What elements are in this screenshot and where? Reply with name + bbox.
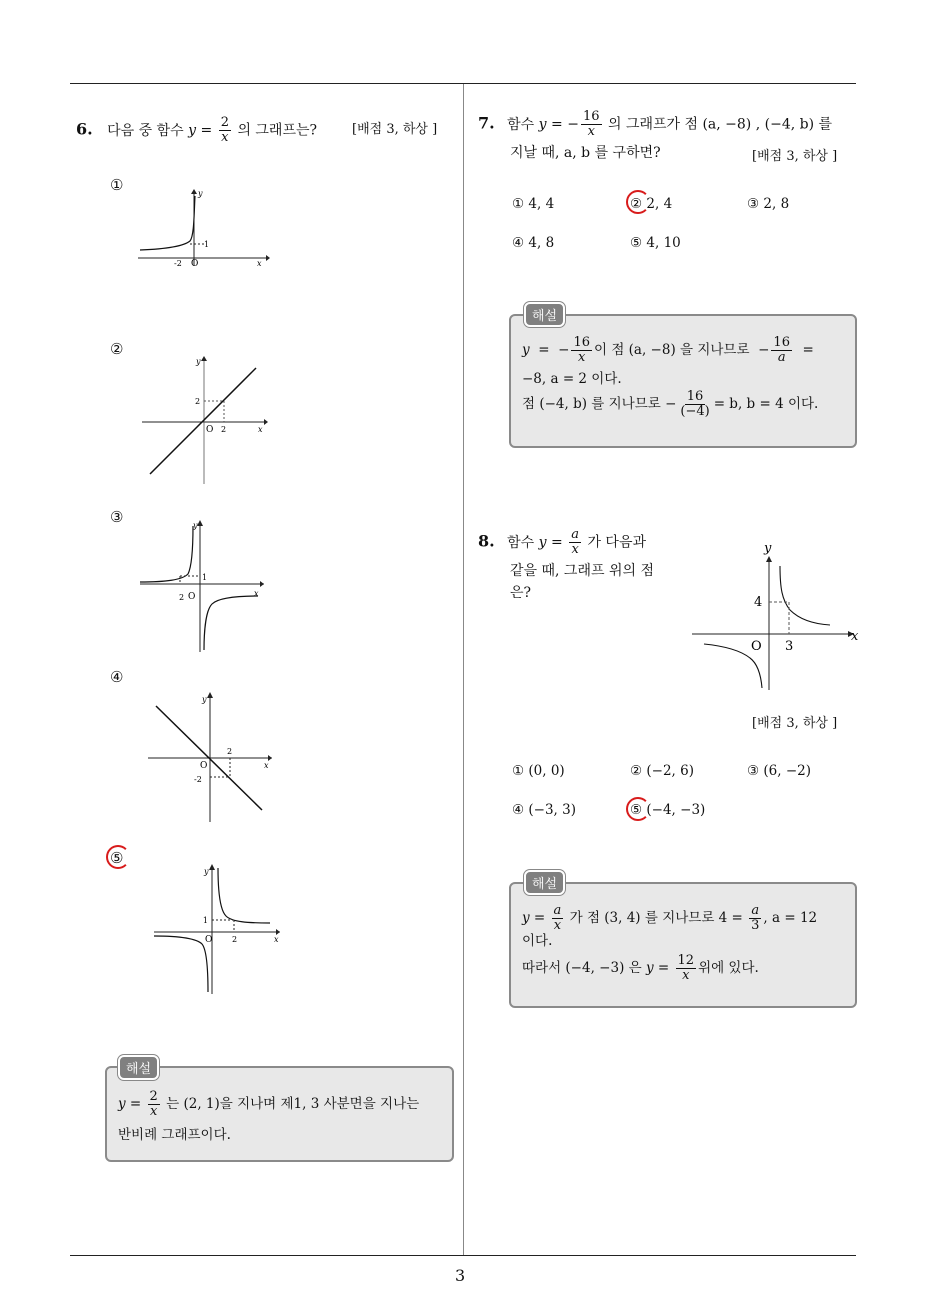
q6-explanation-tag: 해설: [118, 1055, 159, 1080]
svg-text:y: y: [193, 521, 198, 530]
g2-origin: O: [206, 425, 214, 435]
q6-option-4-label[interactable]: ④: [110, 668, 124, 686]
q6-question: 6. 다음 중 함수 y = $\frac{2}{x}$ 의 그래프는?: [76, 115, 318, 145]
q6-answer-mark: [106, 845, 130, 869]
g1-origin: O: [191, 259, 199, 269]
g3-origin: O: [188, 592, 196, 602]
q8-xlabel: x: [851, 629, 859, 644]
q8-explanation-box: [509, 882, 857, 1008]
q7-choice-3[interactable]: ③ 2, 8: [747, 196, 790, 212]
svg-text:y: y: [198, 189, 203, 198]
q8-text-post: 가 다음과: [587, 534, 646, 551]
svg-text:x: x: [264, 761, 269, 770]
g1-yval: 1: [204, 240, 210, 249]
q6-option-3-label[interactable]: ③: [110, 508, 124, 526]
q8-explanation-line2: 이다.: [522, 933, 553, 949]
q6-graph-1: [136, 186, 272, 272]
q6-option-5-label[interactable]: ⑤: [110, 849, 124, 867]
q7-answer-mark: [626, 190, 650, 214]
g5-xval: 2: [232, 935, 238, 944]
bottom-rule: [70, 1255, 856, 1256]
q6-number: 6.: [76, 119, 93, 139]
q7-choice-4[interactable]: ④ 4, 8: [512, 235, 555, 251]
g3-yval: 1: [202, 573, 208, 582]
q6-graph-5: [152, 862, 286, 996]
g5-yval: 1: [202, 916, 208, 925]
q7-explanation-line1: y = − $\frac{16}{x}$ 이 점 (a, −8) 을 지나므로 − $\frac{16}{a}$ =: [522, 335, 814, 365]
q8-choice-2[interactable]: ② (−2, 6): [630, 763, 694, 779]
q8-answer-mark: [626, 797, 650, 821]
q7-choice-5[interactable]: ⑤ 4, 10: [630, 235, 681, 251]
g4-xval: 2: [227, 747, 233, 756]
page-number: 3: [455, 1266, 466, 1285]
q8-question: 8. 함수 y = $\frac{a}{x}$ 가 다음과: [478, 527, 646, 557]
svg-text:x: x: [274, 935, 279, 944]
q6-score: [배점 3, 하상 ]: [352, 122, 438, 137]
q6-text-post: 의 그래프는?: [237, 122, 318, 139]
q8-text-line2: 같을 때, 그래프 위의 점: [510, 563, 654, 579]
q8-graph: [688, 536, 864, 692]
svg-text:y: y: [204, 867, 209, 876]
q8-xval: 3: [785, 639, 794, 654]
q6-graph-3: [136, 518, 270, 654]
g2-yval: 2: [195, 397, 201, 406]
q6-option-1-label[interactable]: ①: [110, 176, 124, 194]
q8-explanation-tag: 해설: [524, 870, 565, 895]
q7-choice-2[interactable]: ② 2, 4: [630, 196, 673, 212]
q7-question: 7. 함수 y = − $\frac{16}{x}$ 의 그래프가 점 (a, −8) , (−4, b) 를: [478, 109, 833, 139]
g2-xval: 2: [221, 425, 227, 434]
q6-explanation-line1: y = $\frac{2}{x}$ 는 (2, 1)을 지나며 제1, 3 사분면을 지나는: [118, 1089, 420, 1119]
q7-text-line2: 지날 때, a, b 를 구하면?: [510, 145, 661, 161]
q6-graph-2: [138, 352, 272, 486]
q8-choice-3[interactable]: ③ (6, −2): [747, 763, 811, 779]
q8-text-line3: 은?: [510, 585, 532, 601]
q8-number: 8.: [478, 531, 495, 551]
q7-text-mid: 의 그래프가 점 (a, −8) , (−4, b) 를: [607, 116, 833, 133]
column-divider: [463, 84, 464, 1256]
q8-choice-5[interactable]: ⑤ (−4, −3): [630, 802, 706, 818]
q7-score: [배점 3, 하상 ]: [752, 149, 838, 164]
q6-explanation-line2: 반비례 그래프이다.: [118, 1127, 231, 1143]
svg-text:x: x: [258, 425, 263, 434]
q8-choice-1[interactable]: ① (0, 0): [512, 763, 565, 779]
q8-score: [배점 3, 하상 ]: [752, 716, 838, 731]
svg-text:y: y: [196, 357, 201, 366]
q7-explanation-line2: −8, a = 2 이다.: [522, 371, 622, 387]
svg-text:y: y: [202, 695, 207, 704]
q7-text-pre: 함수: [507, 116, 535, 133]
g4-yval: -2: [194, 775, 202, 784]
q6-text-pre: 다음 중 함수: [107, 122, 184, 139]
q8-text-pre: 함수: [507, 534, 535, 551]
g4-origin: O: [200, 761, 208, 771]
q7-number: 7.: [478, 113, 495, 133]
q6-graph-4: [144, 690, 276, 824]
q7-choice-1[interactable]: ① 4, 4: [512, 196, 555, 212]
q8-origin: O: [751, 639, 762, 654]
q8-ylabel: y: [764, 541, 772, 556]
g3-a: 2: [179, 593, 185, 602]
svg-text:x: x: [257, 259, 262, 268]
q8-explanation-line1: y = $\frac{a}{x}$ 가 점 (3, 4) 를 지나므로 4 = $\frac{a}{3}$ , a = 12: [522, 903, 818, 933]
g1-a: -2: [174, 259, 182, 268]
g5-origin: O: [205, 935, 213, 945]
q8-choice-4[interactable]: ④ (−3, 3): [512, 802, 576, 818]
q8-explanation-line3: 따라서 (−4, −3) 은 y = $\frac{12}{x}$ 위에 있다.: [522, 953, 759, 983]
q8-yval: 4: [754, 595, 763, 610]
q7-explanation-tag: 해설: [524, 302, 565, 327]
q7-explanation-line3: 점 (−4, b) 를 지나므로 − $\frac{16}{(-4)}$ = b, b = 4 이다.: [522, 389, 819, 419]
q6-option-2-label[interactable]: ②: [110, 340, 124, 358]
svg-text:x: x: [254, 589, 259, 598]
